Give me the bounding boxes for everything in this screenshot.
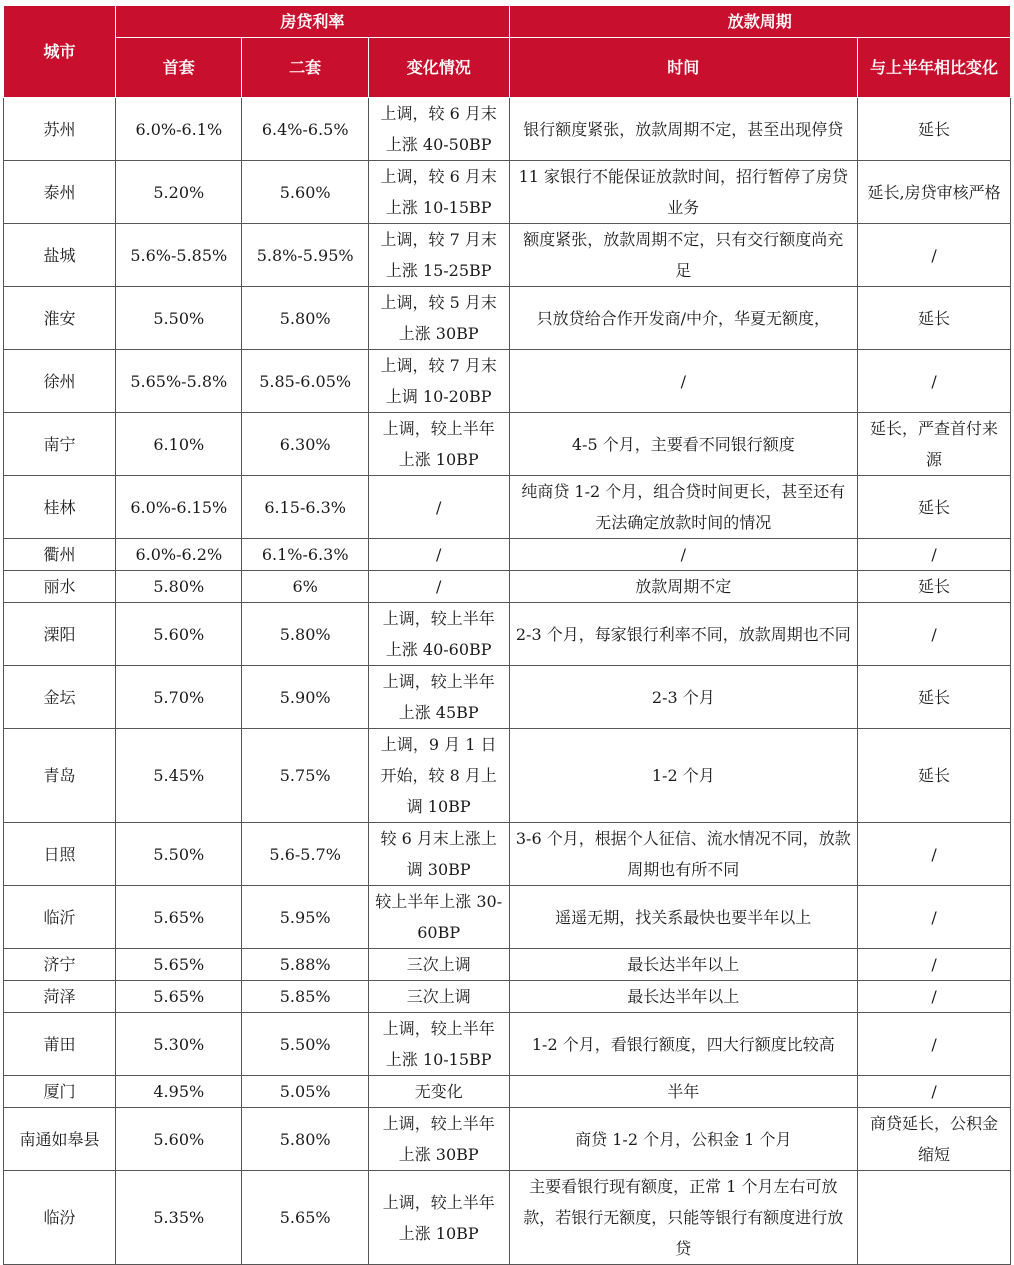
cell-change: 较上半年上涨 30-60BP xyxy=(368,886,509,949)
cell-city: 淮安 xyxy=(4,287,116,350)
cell-second: 6.1%-6.3% xyxy=(242,539,368,571)
cell-time: 银行额度紧张，放款周期不定，甚至出现停贷 xyxy=(509,98,858,161)
cell-second: 5.50% xyxy=(242,1013,368,1076)
cell-compare: / xyxy=(858,949,1011,981)
table-row xyxy=(4,666,1011,729)
table-row xyxy=(4,1076,1011,1108)
cell-second: 5.05% xyxy=(242,1076,368,1108)
cell-city: 泰州 xyxy=(4,161,116,224)
cell-second: 5.80% xyxy=(242,287,368,350)
cell-change: 上调，9 月 1 日开始，较 8 月上调 10BP xyxy=(368,729,509,823)
header-time: 时间 xyxy=(509,38,858,98)
table-row xyxy=(4,413,1011,476)
cell-first: 5.50% xyxy=(116,823,242,886)
cell-time: 额度紧张，放款周期不定，只有交行额度尚充足 xyxy=(509,224,858,287)
cell-time: 商贷 1-2 个月，公积金 1 个月 xyxy=(509,1108,858,1171)
cell-compare: / xyxy=(858,1076,1011,1108)
cell-time: 3-6 个月，根据个人征信、流水情况不同，放款周期也有所不同 xyxy=(509,823,858,886)
cell-compare: 延长 xyxy=(858,571,1011,603)
cell-time: 最长达半年以上 xyxy=(509,981,858,1013)
table-row xyxy=(4,350,1011,413)
cell-change: / xyxy=(368,539,509,571)
cell-time: / xyxy=(509,350,858,413)
cell-time: 最长达半年以上 xyxy=(509,949,858,981)
cell-first: 5.65% xyxy=(116,981,242,1013)
header-change: 变化情况 xyxy=(368,38,509,98)
cell-change: 上调，较 5 月末上涨 30BP xyxy=(368,287,509,350)
table-row xyxy=(4,476,1011,539)
header-first-home: 首套 xyxy=(116,38,242,98)
cell-compare: / xyxy=(858,539,1011,571)
cell-first: 5.30% xyxy=(116,1013,242,1076)
cell-second: 6.4%-6.5% xyxy=(242,98,368,161)
cell-compare: / xyxy=(858,603,1011,666)
cell-first: 6.10% xyxy=(116,413,242,476)
cell-compare: / xyxy=(858,1013,1011,1076)
cell-city: 日照 xyxy=(4,823,116,886)
cell-change: 上调，较 6 月末上涨 10-15BP xyxy=(368,161,509,224)
cell-change: 上调，较 6 月末上涨 40-50BP xyxy=(368,98,509,161)
table-row xyxy=(4,949,1011,981)
cell-compare: 延长 xyxy=(858,98,1011,161)
cell-compare: / xyxy=(858,350,1011,413)
cell-first: 5.6%-5.85% xyxy=(116,224,242,287)
cell-time: 2-3 个月，每家银行利率不同，放款周期也不同 xyxy=(509,603,858,666)
header-second-home: 二套 xyxy=(242,38,368,98)
cell-time: 只放贷给合作开发商/中介，华夏无额度， xyxy=(509,287,858,350)
cell-second: 5.75% xyxy=(242,729,368,823)
cell-compare: / xyxy=(858,886,1011,949)
cell-city: 徐州 xyxy=(4,350,116,413)
cell-compare: / xyxy=(858,823,1011,886)
cell-city: 南通如皋县 xyxy=(4,1108,116,1171)
cell-time: 遥遥无期，找关系最快也要半年以上 xyxy=(509,886,858,949)
table-row xyxy=(4,224,1011,287)
cell-first: 5.65%-5.8% xyxy=(116,350,242,413)
cell-city: 青岛 xyxy=(4,729,116,823)
cell-time: 2-3 个月 xyxy=(509,666,858,729)
header-compare: 与上半年相比变化 xyxy=(858,38,1011,98)
cell-city: 苏州 xyxy=(4,98,116,161)
cell-first: 6.0%-6.15% xyxy=(116,476,242,539)
cell-second: 5.95% xyxy=(242,886,368,949)
cell-first: 5.70% xyxy=(116,666,242,729)
cell-compare: 延长，严查首付来源 xyxy=(858,413,1011,476)
cell-first: 5.45% xyxy=(116,729,242,823)
cell-city: 衢州 xyxy=(4,539,116,571)
cell-second: 5.88% xyxy=(242,949,368,981)
cell-change: 上调，较上半年上涨 30BP xyxy=(368,1108,509,1171)
cell-first: 5.60% xyxy=(116,1108,242,1171)
cell-second: 5.90% xyxy=(242,666,368,729)
cell-second: 5.65% xyxy=(242,1171,368,1265)
cell-compare: 商贷延长，公积金缩短 xyxy=(858,1108,1011,1171)
table-row xyxy=(4,823,1011,886)
table-row xyxy=(4,287,1011,350)
cell-change: 无变化 xyxy=(368,1076,509,1108)
table-row xyxy=(4,161,1011,224)
table-row xyxy=(4,571,1011,603)
table-row xyxy=(4,981,1011,1013)
cell-first: 5.65% xyxy=(116,886,242,949)
cell-first: 5.50% xyxy=(116,287,242,350)
cell-time: 11 家银行不能保证放款时间，招行暂停了房贷业务 xyxy=(509,161,858,224)
cell-change: / xyxy=(368,571,509,603)
cell-change: / xyxy=(368,476,509,539)
cell-second: 5.80% xyxy=(242,603,368,666)
header-group-cycle: 放款周期 xyxy=(509,6,1010,38)
table-row xyxy=(4,886,1011,949)
cell-change: 上调，较上半年上涨 10BP xyxy=(368,1171,509,1265)
cell-city: 盐城 xyxy=(4,224,116,287)
table-row xyxy=(4,98,1011,161)
cell-change: 上调，较上半年上涨 10-15BP xyxy=(368,1013,509,1076)
cell-time: 放款周期不定 xyxy=(509,571,858,603)
cell-city: 桂林 xyxy=(4,476,116,539)
cell-first: 5.80% xyxy=(116,571,242,603)
table-row xyxy=(4,603,1011,666)
cell-city: 厦门 xyxy=(4,1076,116,1108)
cell-compare: 延长 xyxy=(858,666,1011,729)
cell-second: 5.80% xyxy=(242,1108,368,1171)
cell-second: 5.60% xyxy=(242,161,368,224)
cell-first: 5.20% xyxy=(116,161,242,224)
table-row xyxy=(4,1108,1011,1171)
cell-change: 较 6 月末上涨上调 30BP xyxy=(368,823,509,886)
mortgage-rate-table xyxy=(3,5,1011,1265)
cell-change: 上调，较 7 月末上涨 15-25BP xyxy=(368,224,509,287)
cell-first: 5.35% xyxy=(116,1171,242,1265)
cell-compare: / xyxy=(858,981,1011,1013)
cell-city: 菏泽 xyxy=(4,981,116,1013)
cell-compare: 延长,房贷审核严格 xyxy=(858,161,1011,224)
cell-city: 溧阳 xyxy=(4,603,116,666)
cell-compare: 延长 xyxy=(858,287,1011,350)
cell-city: 临汾 xyxy=(4,1171,116,1265)
cell-time: 主要看银行现有额度，正常 1 个月左右可放款，若银行无额度，只能等银行有额度进行放贷 xyxy=(509,1171,858,1265)
cell-compare xyxy=(858,1171,1011,1265)
cell-change: 三次上调 xyxy=(368,981,509,1013)
cell-change: 上调，较 7 月末上调 10-20BP xyxy=(368,350,509,413)
cell-change: 上调，较上半年上涨 45BP xyxy=(368,666,509,729)
cell-compare: 延长 xyxy=(858,476,1011,539)
cell-change: 上调，较上半年上涨 40-60BP xyxy=(368,603,509,666)
cell-first: 5.65% xyxy=(116,949,242,981)
table-row xyxy=(4,1171,1011,1265)
cell-first: 5.60% xyxy=(116,603,242,666)
cell-second: 6.15-6.3% xyxy=(242,476,368,539)
cell-first: 4.95% xyxy=(116,1076,242,1108)
cell-second: 5.85-6.05% xyxy=(242,350,368,413)
cell-city: 丽水 xyxy=(4,571,116,603)
cell-city: 南宁 xyxy=(4,413,116,476)
cell-second: 5.6-5.7% xyxy=(242,823,368,886)
table-row xyxy=(4,539,1011,571)
cell-second: 6% xyxy=(242,571,368,603)
cell-first: 6.0%-6.2% xyxy=(116,539,242,571)
cell-time: / xyxy=(509,539,858,571)
cell-second: 5.8%-5.95% xyxy=(242,224,368,287)
cell-change: 三次上调 xyxy=(368,949,509,981)
table-row xyxy=(4,729,1011,823)
cell-second: 5.85% xyxy=(242,981,368,1013)
cell-time: 纯商贷 1-2 个月，组合贷时间更长，甚至还有无法确定放款时间的情况 xyxy=(509,476,858,539)
header-group-rate: 房贷利率 xyxy=(116,6,509,38)
cell-city: 金坛 xyxy=(4,666,116,729)
cell-compare: / xyxy=(858,224,1011,287)
cell-compare: 延长 xyxy=(858,729,1011,823)
cell-time: 1-2 个月，看银行额度，四大行额度比较高 xyxy=(509,1013,858,1076)
cell-time: 4-5 个月，主要看不同银行额度 xyxy=(509,413,858,476)
cell-time: 半年 xyxy=(509,1076,858,1108)
table-row xyxy=(4,1013,1011,1076)
header-city: 城市 xyxy=(4,6,116,98)
cell-city: 莆田 xyxy=(4,1013,116,1076)
cell-city: 济宁 xyxy=(4,949,116,981)
cell-first: 6.0%-6.1% xyxy=(116,98,242,161)
cell-change: 上调，较上半年上涨 10BP xyxy=(368,413,509,476)
cell-city: 临沂 xyxy=(4,886,116,949)
cell-time: 1-2 个月 xyxy=(509,729,858,823)
cell-second: 6.30% xyxy=(242,413,368,476)
